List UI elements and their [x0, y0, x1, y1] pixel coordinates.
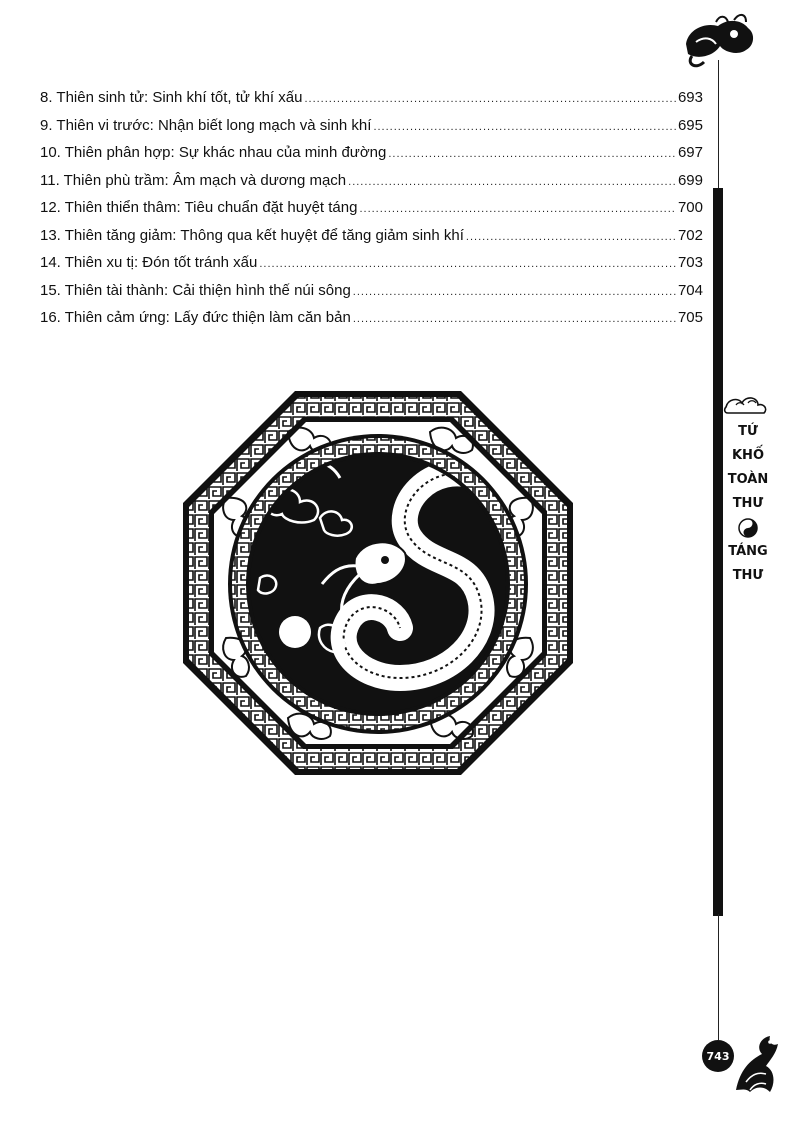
- sidebar-title-line: TOÀN: [727, 472, 769, 487]
- toc-leader-dots: [359, 196, 676, 224]
- sidebar-title-line: THƯ: [732, 568, 764, 583]
- toc-entry-page: 693: [677, 89, 703, 106]
- page-number-badge: 743: [702, 1040, 734, 1072]
- dragon-medallion-illustration: [180, 388, 576, 778]
- toc-entry[interactable]: [40, 249, 703, 277]
- toc-leader-dots: [466, 224, 676, 252]
- toc-entry-title: 16. Thiên cảm ứng: Lấy đức thiện làm căn bản: [40, 309, 351, 326]
- table-of-contents: [40, 84, 703, 332]
- toc-entry[interactable]: [40, 194, 703, 222]
- toc-leader-dots: [304, 86, 676, 114]
- toc-entry-title: 14. Thiên xu tị: Đón tốt tránh xấu: [40, 254, 258, 271]
- toc-entry-page: 705: [677, 309, 703, 326]
- toc-entry-page: 704: [677, 281, 703, 299]
- cloud-ornament-icon: [722, 393, 768, 415]
- toc-entry-title: 11. Thiên phù trầm: Âm mạch và dương mạch: [40, 171, 347, 189]
- sidebar-line-top: [718, 60, 719, 190]
- toc-entry-title: 10. Thiên phân hợp: Sự khác nhau của minh đường: [40, 144, 387, 161]
- toc-leader-dots: [388, 141, 676, 169]
- toc-entry-title: 13. Thiên tăng giảm: Thông qua kết huyệt để tăng giảm sinh khí: [40, 226, 464, 244]
- toc-entry[interactable]: [40, 112, 703, 140]
- toc-entry-title: 15. Thiên tài thành: Cải thiện hình thế núi sông: [40, 281, 351, 299]
- toc-entry-title: 8. Thiên sinh tử: Sinh khí tốt, tử khí xấu: [40, 89, 303, 106]
- toc-entry[interactable]: [40, 84, 703, 112]
- sidebar-book-title: [724, 420, 772, 588]
- sidebar-title-line: TÁNG: [728, 544, 768, 559]
- toc-entry-page: 702: [677, 226, 703, 244]
- toc-entry-page: 703: [677, 254, 703, 271]
- sidebar-title-line: TỨ: [738, 424, 758, 439]
- toc-entry[interactable]: [40, 139, 703, 167]
- toc-entry[interactable]: [40, 277, 703, 305]
- toc-entry[interactable]: [40, 304, 703, 332]
- toc-leader-dots: [353, 279, 676, 307]
- sidebar-bar: [713, 188, 723, 916]
- toc-leader-dots: [353, 306, 676, 334]
- toc-entry[interactable]: [40, 167, 703, 195]
- toc-entry-title: 9. Thiên vi trước: Nhận biết long mạch và sinh khí: [40, 116, 372, 134]
- toc-entry-page: 697: [677, 144, 703, 161]
- toc-entry-page: 699: [677, 171, 703, 189]
- toc-leader-dots: [348, 169, 676, 197]
- toc-leader-dots: [259, 251, 676, 279]
- phoenix-ornament-icon: [726, 1030, 784, 1100]
- toc-entry-page: 695: [677, 116, 703, 134]
- toc-leader-dots: [373, 114, 676, 142]
- toc-entry-page: 700: [677, 199, 703, 216]
- sidebar-title-line: KHỐ: [731, 448, 764, 463]
- yin-yang-icon: [738, 518, 758, 538]
- toc-entry[interactable]: [40, 222, 703, 250]
- sidebar-title-line: THƯ: [732, 496, 764, 511]
- sidebar-line-bottom: [718, 914, 719, 1040]
- toc-entry-title: 12. Thiên thiển thâm: Tiêu chuẩn đặt huyệt táng: [40, 199, 358, 216]
